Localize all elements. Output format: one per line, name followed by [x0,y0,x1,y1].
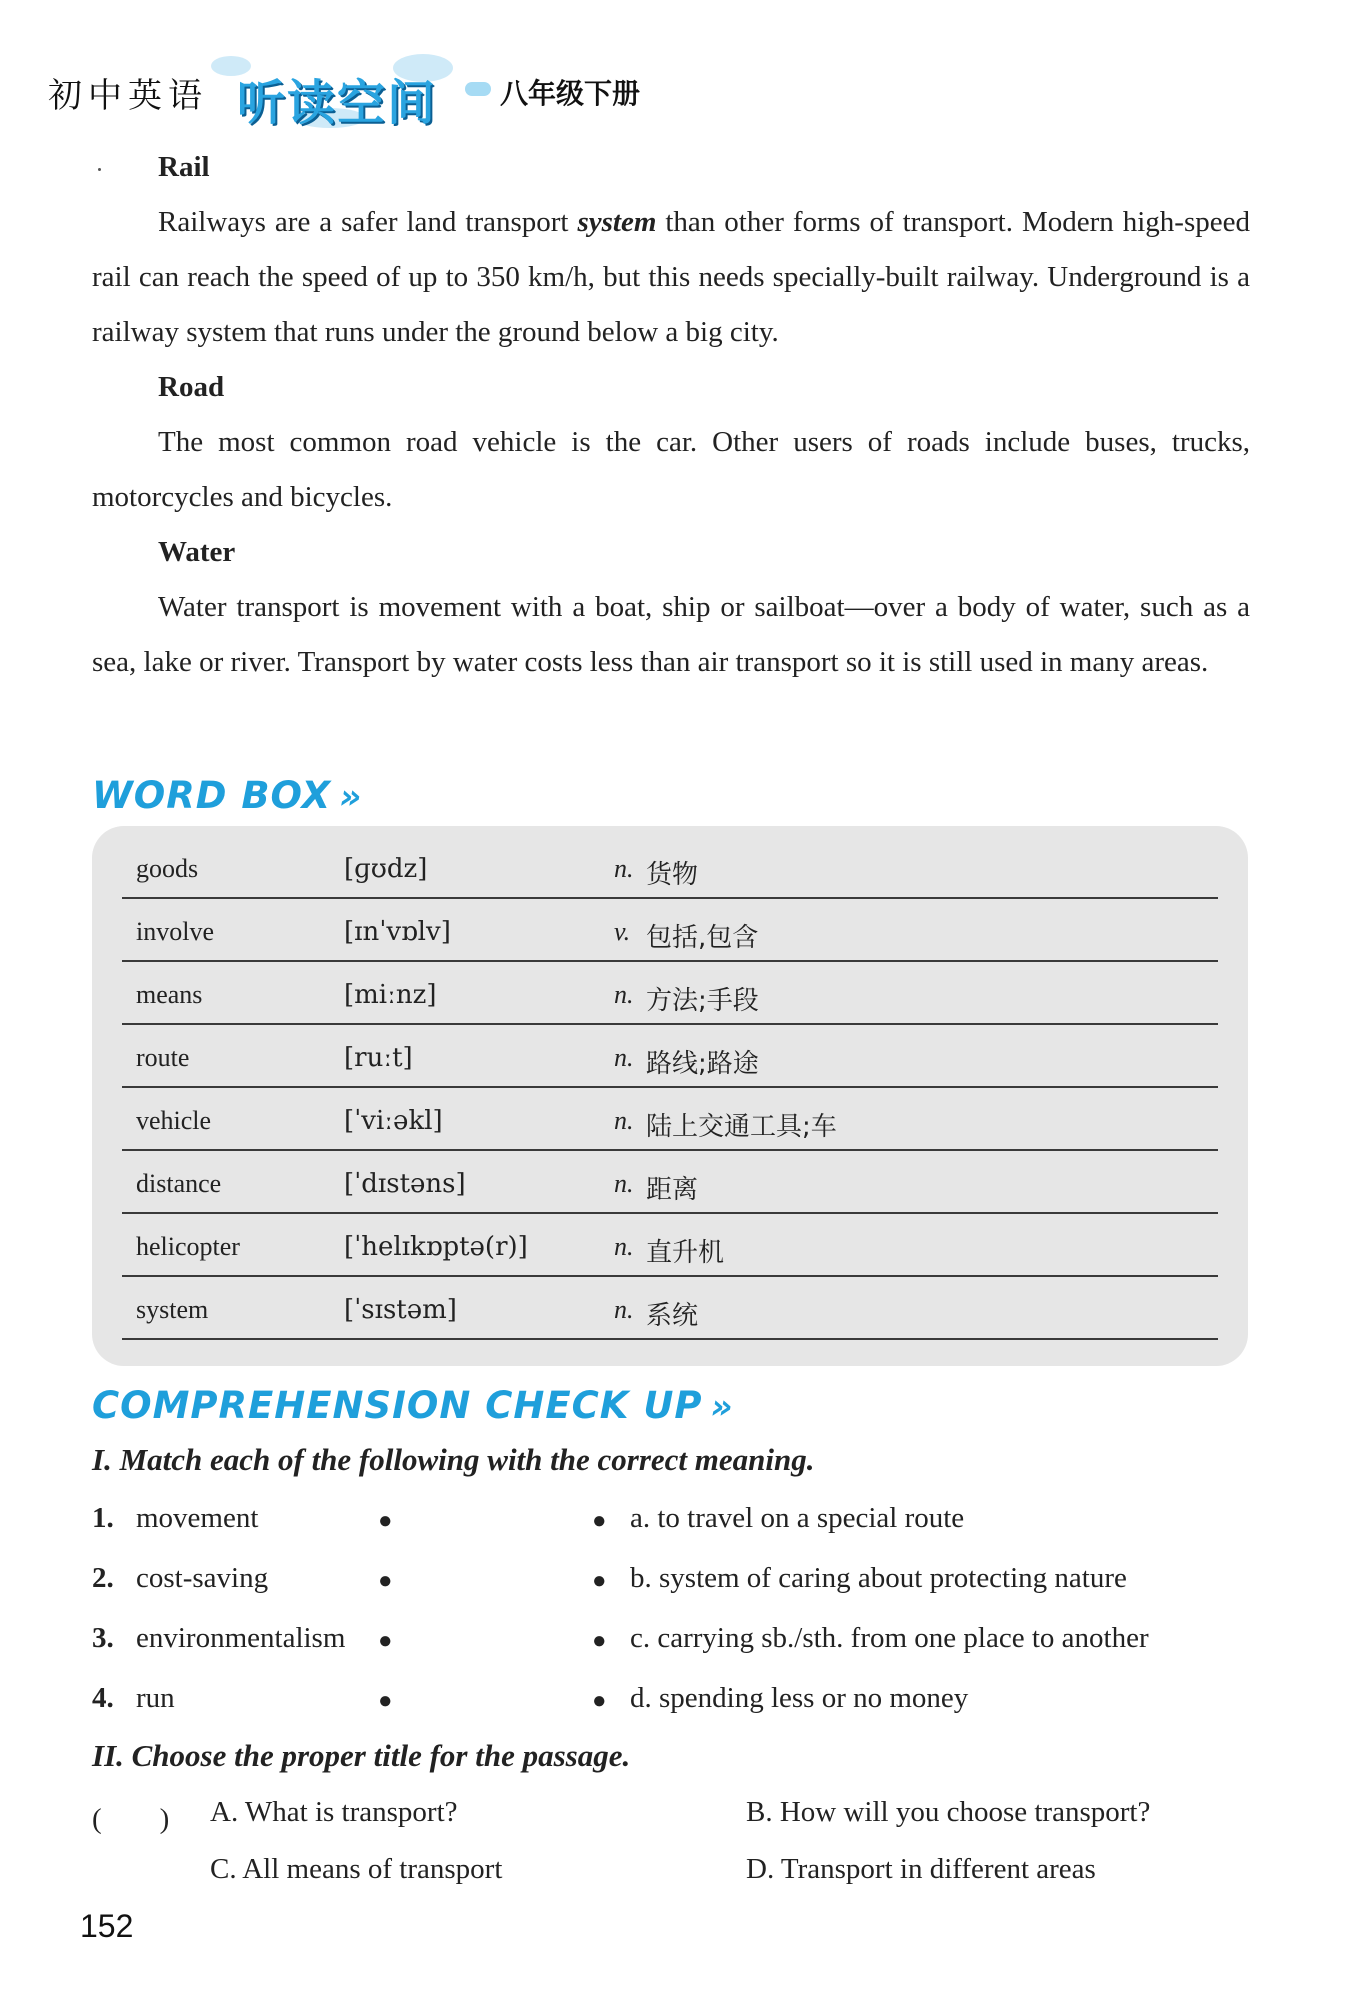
vocab-word: involve [136,917,214,946]
vocab-word: distance [136,1169,222,1198]
vocab-word: means [136,980,203,1009]
item-number: 3. [92,1622,114,1654]
match-term: cost-saving [136,1562,269,1594]
vocab-row [122,962,1218,1025]
rail-text-1: Railways are a safer land transport [158,206,578,238]
vocab-pos: n. [614,980,634,1009]
match-term: run [136,1682,175,1714]
double-chevron-icon: » [710,1387,734,1427]
book-title: 初中英语 [48,76,208,116]
cloud-icon [465,82,491,96]
vocab-meaning: 货物 [646,860,699,890]
option-c: C. All means of transport [210,1853,503,1885]
item-number: 2. [92,1562,114,1594]
option-b: B. How will you choose transport? [746,1796,1151,1828]
vocab-phonetic: [ˈhelɪkɒptə(r)] [344,1232,528,1262]
vocab-meaning: 直升机 [646,1238,725,1268]
vocab-pos: n. [614,854,634,883]
match-dot-left[interactable]: ● [378,1628,393,1654]
rail-paragraph [92,195,1250,360]
vocab-phonetic: [miːnz] [344,980,437,1010]
vocab-phonetic: [ˈviːəkl] [344,1106,443,1136]
vocab-meaning: 系统 [646,1301,699,1331]
vocab-word: route [136,1043,190,1072]
word-box-banner [92,774,362,817]
rail-keyword: system [577,206,657,238]
vocab-word: system [136,1295,209,1324]
vocab-row [122,1151,1218,1214]
match-dot-left[interactable]: ● [378,1568,393,1594]
exercise-1-title: I. Match each of the following with the correct meaning. [92,1442,815,1477]
rail-text-2: than other forms of transport. Modern high-speed rail can reach the speed of up to 350 km/h, but this needs specially-built railway. Underground is a railway system that runs under the ground below a big city. [92,206,1250,348]
match-dot-right[interactable]: ● [592,1688,607,1714]
double-chevron-icon: » [339,777,363,817]
vocab-pos: n. [614,1043,634,1072]
match-definition: d. spending less or no money [630,1682,969,1714]
vocab-word: vehicle [136,1106,212,1135]
vocab-row [122,836,1218,899]
grade-label: 八年级下册 [500,77,641,110]
section-heading-rail: Rail [158,151,210,183]
vocab-row [122,1025,1218,1088]
match-definition: b. system of caring about protecting nature [630,1562,1127,1594]
vocab-meaning: 方法;手段 [646,986,759,1016]
water-paragraph: Water transport is movement with a boat, ship or sailboat—over a body of water, such as a sea, lake or river. Transport by water costs less than air transport so it is still used in many areas. [92,591,1250,678]
brand-logo [225,50,455,130]
vocab-row [122,1277,1218,1340]
match-dot-right[interactable]: ● [592,1508,607,1534]
vocab-pos: n. [614,1169,634,1198]
section-heading-water: Water [158,536,236,568]
match-item [92,1502,1252,1552]
item-number: 4. [92,1682,114,1714]
page-number: 152 [80,1908,134,1944]
vocab-pos: n. [614,1232,634,1261]
vocab-meaning: 路线;路途 [646,1049,759,1079]
vocab-phonetic: [ˈdɪstəns] [344,1169,466,1199]
page-header [30,46,1330,136]
match-dot-left[interactable]: ● [378,1508,393,1534]
vocab-phonetic: [ɪnˈvɒlv] [344,917,451,947]
vocab-word: goods [136,854,199,883]
match-dot-right[interactable]: ● [592,1568,607,1594]
vocab-phonetic: [ɡʊdz] [344,854,428,884]
vocab-meaning: 包括,包含 [646,923,759,953]
item-number: 1. [92,1502,114,1534]
match-definition: c. carrying sb./sth. from one place to another [630,1622,1149,1654]
match-item [92,1682,1252,1732]
option-d: D. Transport in different areas [746,1853,1096,1885]
vocab-meaning: 陆上交通工具;车 [646,1112,837,1142]
section-heading-road: Road [158,371,225,403]
answer-blank[interactable]: ( ) [92,1803,170,1835]
word-box [92,826,1248,1366]
exercise-2-title: II. Choose the proper title for the passage. [92,1738,631,1773]
vocab-word: helicopter [136,1232,240,1261]
vocab-pos: v. [614,917,631,946]
vocab-row [122,899,1218,962]
vocab-row [122,1214,1218,1277]
passage [92,140,1250,690]
match-term: movement [136,1502,259,1534]
vocab-pos: n. [614,1295,634,1324]
match-dot-right[interactable]: ● [592,1628,607,1654]
option-a: A. What is transport? [210,1796,458,1828]
comprehension-title: COMPREHENSION CHECK UP [92,1384,703,1427]
match-dot-left[interactable]: ● [378,1688,393,1714]
vocab-meaning: 距离 [646,1175,699,1205]
brand-title: 听读空间 [237,75,438,131]
vocab-pos: n. [614,1106,634,1135]
match-item [92,1622,1252,1672]
match-term: environmentalism [136,1622,346,1654]
vocab-table [122,836,1218,1340]
vocab-row [122,1088,1218,1151]
match-item [92,1562,1252,1612]
match-definition: a. to travel on a special route [630,1502,965,1534]
word-box-title: WORD BOX [92,774,332,817]
vocab-phonetic: [ˈsɪstəm] [344,1295,457,1325]
road-paragraph: The most common road vehicle is the car. Other users of roads include buses, trucks, motorcycles and bicycles. [92,426,1250,513]
vocab-phonetic: [ruːt] [344,1043,413,1073]
comprehension-banner [92,1384,734,1427]
